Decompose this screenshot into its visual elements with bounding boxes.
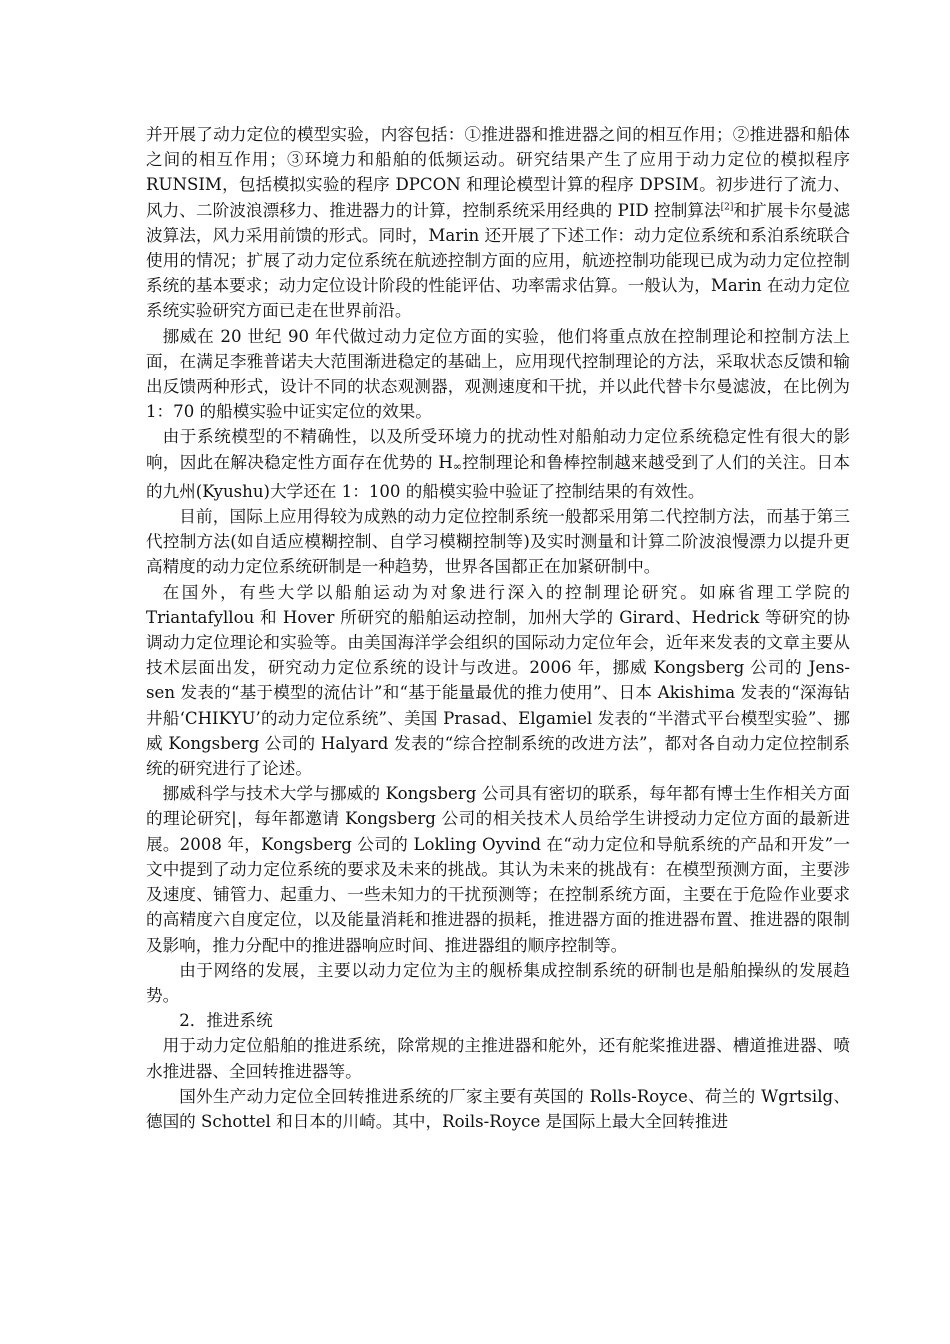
paragraph-text: 和扩展卡尔曼滤波算法，风力采用前馈的形式。同时，Marin 还开展了下述工作：动力定位系统和系泊系统联合使用的情况；扩展了动力定位系统在航迹控制方面的应用，航迹控制功能现已成为动力定位控制系统的基本要求；动力定位设计阶段的性能评估、功率需求估算。一般认为，Marin 在动力定位系统实验研究方面已走在世界前沿。 <box>146 200 851 321</box>
paragraph: 目前，国际上应用得较为成熟的动力定位控制系统一般都采用第二代控制方法，而基于第三代控制方法(如自适应模糊控制、自学习模糊控制等)及实时测量和计算二阶波浪慢漂力以提升更高精度的动力定位系统研制是一种趋势，世界各国都正在加紧研制中。 <box>146 507 850 577</box>
paragraph <box>146 424 850 504</box>
paragraph: 挪威在 20 世纪 90 年代做过动力定位方面的实验，他们将重点放在控制理论和控制方法上面，在满足李雅普诺夫大范围渐进稳定的基础上，应用现代控制理论的方法，采取状态反馈和输出反馈两种形式，设计不同的状态观测器，观测速度和干扰，并以此代替卡尔曼滤波，在比例为 1：70 的船模实验中证实定位的效果。 <box>146 326 850 422</box>
paragraph-text: 由于系统模型的不精确性，以及所受环境力的扰动性对船舶动力定位系统稳定性有很大的影响，因此在解决稳定性方面存在优势的 H <box>146 427 850 472</box>
document-page <box>146 122 850 1134</box>
paragraph: 挪威科学与技术大学与挪威的 Kongsberg 公司具有密切的联系，每年都有博士生作相关方面的理论研究|，每年都邀请 Kongsberg 公司的相关技术人员给学生讲授动力定位方面的最新进展。2008 年，Kongsberg 公司的 Lokling Oyvind 在“动力定位和导航系统的产品和开发”一文中提到了动力定位系统的要求及未来的挑战。其认为未来的挑战有：在模型预测方面，主要涉及速度、铺管力、起重力、一些未知力的干扰预测等；在控制系统方面，主要在于危险作业要求的高精度六自度定位，以及能量消耗和推进器的损耗，推进器方面的推进器布置、推进器的限制及影响，推力分配中的推进器响应时间、推进器组的顺序控制等。 <box>146 784 850 955</box>
paragraph-text: 并开展了动力定位的模型实验，内容包括：①推进器和推进器之间的相互作用；②推进器和船体之间的相互作用；③环境力和船舶的低频运动。研究结果产生了应用于动力定位的模拟程序 RUNSIM，包括模拟实验的程序 DPCON 和理论模型计算的程序 DPSIM。初步进行了流力、风力、二阶波浪漂移力、推进器力的计算，控制系统采用经典的 PID 控制算法 <box>146 125 850 220</box>
paragraph: 由于网络的发展，主要以动力定位为主的舰桥集成控制系统的研制也是船舶操纵的发展趋势。 <box>146 960 850 1005</box>
paragraph: 用于动力定位船舶的推进系统，除常规的主推进器和舵外，还有舵桨推进器、槽道推进器、喷水推进器、全回转推进器等。 <box>146 1036 850 1081</box>
section-heading: 2．推进系统 <box>179 1011 273 1031</box>
citation-marker: [2] <box>720 202 734 213</box>
paragraph: 在国外，有些大学以船舶运动为对象进行深入的控制理论研究。如麻省理工学院的 Triantafyllou 和 Hover 所研究的船舶运动控制，加州大学的 Girard、Hedrick 等研究的协调动力定位理论和实验等。由美国海洋学会组织的国际动力定位年会，近年来发表的文章主要从技术层面出发，研究动力定位系统的设计与改进。2006 年，挪威 Kongsberg 公司的 Jens-sen 发表的“基于模型的流估计”和“基于能量最优的推力使用”、日本 Akishima 发表的“深海钻井船‘CHIKYU’的动力定位系统”、美国 Prasad、Elgamiel 发表的“半潜式平台模型实验”、挪威 Kongsberg 公司的 Halyard 发表的“综合控制系统的改进方法”，都对各自动力定位控制系统的研究进行了论述。 <box>146 582 850 779</box>
paragraph: 国外生产动力定位全回转推进系统的厂家主要有英国的 Rolls-Royce、荷兰的 Wgrtsilg、德国的 Schottel 和日本的川崎。其中，Roils-Royce 是国际上最大全回转推进 <box>146 1086 850 1131</box>
infinity-subscript: ∞ <box>452 459 462 473</box>
paragraph-text: 控制理论和鲁棒控制越来越受到了人们的关注。日本的九州(Kyushu)大学还在 1：100 的船模实验中验证了控制结果的有效性。 <box>146 452 850 501</box>
paragraph <box>146 122 850 324</box>
